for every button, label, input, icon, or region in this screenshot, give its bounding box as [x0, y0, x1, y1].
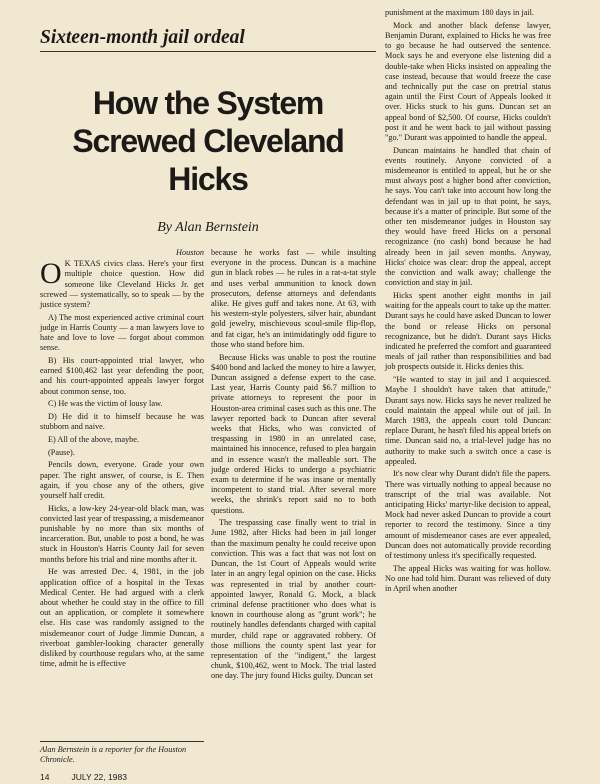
paragraph: because he works fast — while insulting everyone in the process. Duncan is a machine gun in black robes — he rules in a rat-a-tat style and uses verbal ammunition to knock down prosecutors, defense attorneys and defendants alike. He gives guff and takes none. At 63, with his western-style polyesters, silver hair, abundant gold jewelry, mischievous scoul-smile flip-flop, and fat cigar, he's an intimidatingly odd figure to those who stand before him. — [211, 248, 376, 349]
headline-line-2: Screwed Cleveland Hicks — [72, 123, 344, 197]
headline-line-1: How the System — [92, 85, 324, 121]
paragraph: E) All of the above, maybe. — [48, 434, 139, 444]
lead-paragraph — [40, 259, 204, 310]
paragraph: C) He was the victim of lousy law. — [48, 399, 163, 409]
paragraph: He was arrested Dec. 4, 1981, in the job application office of a hospital in the Texas Medical Center. He had argued with a clerk about whether he could stay in the office to fill out an application, or complete it somewhere else. His case was randomly assigned to the misdemeanor court of Judge Jimmie Duncan, a riverboat gambler-looking character generally disliked by courthouse regulars who, at the same time, admit he is effective — [40, 567, 204, 669]
paragraph: The trespassing case finally went to trial in June 1982, after Hicks had been in jail longer than the maximum penalty he could receive upon conviction. This was a fact that was not lost on Duncan, the 1st Court of Appeals would write later in an angry legal opinion on the case. Hicks was represented in trial by another court-appointed lawyer, Ronald G. Mock, a black criminal defense practitioner who does what is known in courthouse along as "grunt work"; he routinely handles defendants charged with capital murder, child rape or aggravated robbery. Of those millions the county spent last year for representation of the "indigent," the largest chunk, $100,462, went to Mock. The trial lasted one day. The jury found Hicks guilty. Duncan set — [211, 518, 376, 681]
column-1 — [40, 248, 204, 669]
headline — [40, 84, 376, 198]
paragraph: "He wanted to stay in jail and I acquiesced. Maybe I shouldn't have taken that attitude," Durant says now. Hicks says he never realized he could maintain the appeal while out of jail. In March 1983, the appeals court told Duncan: replace Durant, he hasn't filed his appeal briefs on time. Duncan said no, a trial-level judge has no authority to make such a switch once a case is appealed. — [385, 375, 551, 466]
column-2 — [211, 248, 376, 682]
byline: By Alan Bernstein — [157, 220, 259, 235]
page-number: 14 — [40, 772, 50, 782]
author-bio: Alan Bernstein is a reporter for the Houston Chronicle. — [40, 745, 187, 765]
paragraph: Mock and another black defense lawyer, Benjamin Durant, explained to Hicks he was free to go because he had outserved the sentence. Mock says he and everyone else listening did a double-take when Hicks insisted on appealing the case instead, because that would freeze the case and technically put the case on pretrial status again until the First Court of Appeals looked it over. Hicks stuck to his guns. Duncan set an appeal bond of $2,500. Of course, Hicks couldn't post it and he went back to jail without passing "go." Durant was appointed to handle the appeal. — [385, 20, 551, 142]
paragraph: Hicks spent another eight months in jail waiting for the appeals court to take up the matter. Durant says he could have asked Duncan to lower the bond or release Hicks on personal recognizance, but he didn't. Durant says Hicks indicated he preferred the comfort and guaranteed meals of jail rather than responsibilities and bad job prospects outside it. Hicks denies this. — [385, 290, 551, 372]
paragraph: Hicks, a low-key 24-year-old black man, was convicted last year of trespassing, a misdemeanor punishable by no more than six months of incarceration. But, unable to post a bond, he was stuck in Houston's Harris County Jail for seven months before his trial and nine months after it. — [40, 503, 204, 564]
paragraph: Because Hicks was unable to post the routine $400 bond and lacked the money to hire a lawyer, Duncan assigned a defense expert to the case. Last year, Harris County paid $6.7 million to private attorneys to represent the poor in Houston-area criminal cases such as this one. The lawyer reported back to Duncan after several weeks that Hicks, who was convicted of trespassing in 1980 in an unrelated case, maintained his innocence, refused to plea bargain and in essence wasn't the malleable sort. The judge ordered Hicks to undergo a psychiatric exam to determine if he was insane or mentally incompetent to stand trial. After several more weeks, the shrink's report said no to both questions. — [211, 352, 376, 515]
paragraph: Pencils down, everyone. Grade your own paper. The right answer, of course, is E. Then again, if you chose any of the others, give yourself half credit. — [40, 460, 204, 500]
paragraph: Duncan maintains he handled that chain of events routinely. Anyone convicted of a misdemeanor is entitled to appeal, but he or she must always post a higher bond after conviction, he says. You can't take into account how long the defendant was in jail up to that point, he says, because it's a matter of principle. But some of the other ten misdemeanor judges in Houston say they would have freed Hicks on a personal recognizance (no cash) bond because he had already been in jail seven months. Anyway, Hicks' choice was clear: drop the appeal, accept the conviction and walk away; challenge the conviction and stay in jail. — [385, 145, 551, 288]
drop-cap: O — [40, 257, 62, 291]
paragraph: D) He did it to himself because he was stubborn and naive. — [40, 412, 204, 432]
kicker: Sixteen-month jail ordeal — [40, 27, 245, 48]
paragraph: A) The most experienced active criminal court judge in Harris County — a man lawyers love to hate and love to love — forgot about common sense. — [40, 312, 204, 353]
column-3 — [385, 8, 551, 594]
paragraph: punishment at the maximum 180 days in jail. — [385, 8, 534, 17]
issue-date: JULY 22, 1983 — [71, 772, 127, 782]
paragraph: B) His court-appointed trial lawyer, who earned $100,462 last year defending the poor, and his court-appointed appeals lawyer forgot about common sense, too. — [40, 356, 204, 396]
paragraph: (Pause). — [48, 447, 75, 457]
kicker-rule — [40, 51, 376, 52]
lead-text: K TEXAS civics class. Here's your first multiple choice question. How did someone like Cleveland Hicks Jr. get screwed — systematically, so to speak — by the justice system? — [40, 259, 204, 310]
folio — [40, 772, 127, 782]
bio-rule — [40, 741, 204, 742]
paragraph: The appeal Hicks was waiting for was hollow. No one had told him. Durant was relieved of duty in April when another — [385, 563, 551, 594]
dateline: Houston — [176, 248, 204, 257]
paragraph: It's now clear why Durant didn't file the papers. There was virtually nothing to appeal because no transcript of the trial was available. Not anticipating Hicks' martyr-like decision to appeal, Mock had never asked Duncan to provide a court reporter to record the testimony. Since a tiny amount of misdemeanor cases are ever appealed, Duncan does not automatically provide recording of testimony unless it's specifically requested. — [385, 469, 551, 561]
